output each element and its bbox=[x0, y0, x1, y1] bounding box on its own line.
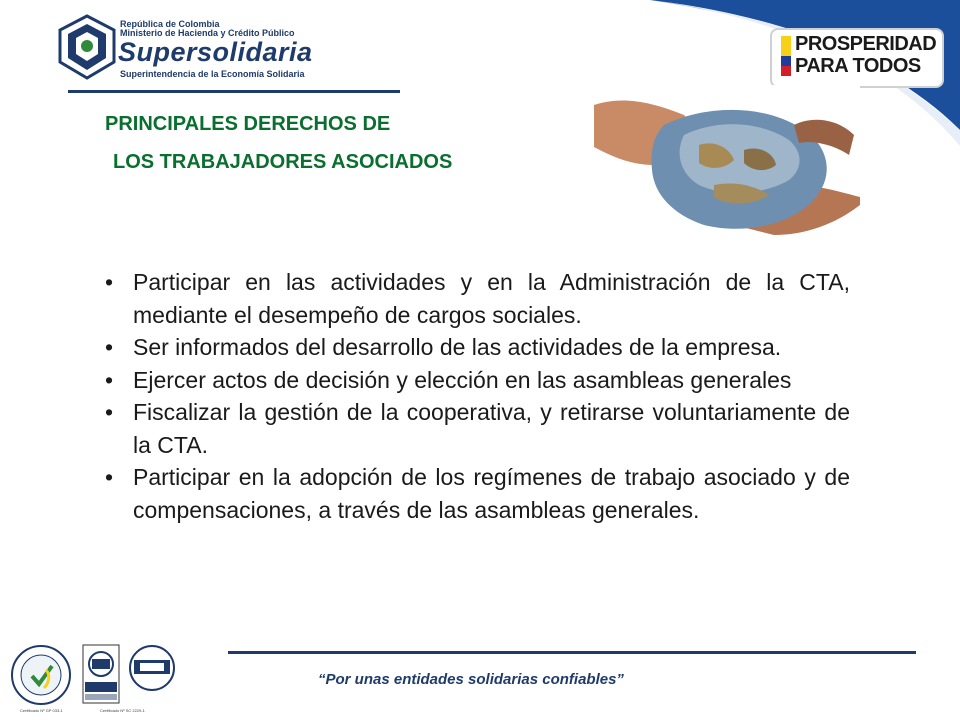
logo-brand-name: Supersolidaria bbox=[118, 37, 313, 67]
footer-slogan: “Por unas entidades solidarias confiables” bbox=[318, 671, 624, 688]
hands-world-map-image bbox=[594, 85, 860, 245]
rights-bullet-list bbox=[105, 266, 927, 526]
bullet-dot: • bbox=[105, 366, 114, 393]
bullet-dot: • bbox=[105, 464, 114, 490]
slide-title-line1: PRINCIPALES DERECHOS DE bbox=[105, 113, 391, 135]
list-item bbox=[105, 364, 850, 397]
colombia-flag-icon bbox=[781, 36, 791, 76]
badge-line2: PARA TODOS bbox=[795, 55, 921, 77]
supersolidaria-logo-icon bbox=[58, 14, 116, 80]
badge-line1: PROSPERIDAD bbox=[795, 33, 937, 55]
bullet-dot: • bbox=[105, 399, 114, 425]
cert2-caption: Certificado Nº SC 2229-1 bbox=[100, 708, 145, 713]
list-item-text: Fiscalizar la gestión de la cooperativa, y retirarse voluntariamente de la CTA. bbox=[133, 399, 850, 458]
list-item-text: Ser informados del desarrollo de las actividades de la empresa. bbox=[133, 334, 782, 360]
logo-line-ministerio: Ministerio de Hacienda y Crédito Público bbox=[120, 28, 295, 38]
list-item bbox=[105, 331, 850, 364]
list-item bbox=[105, 396, 850, 461]
header-divider bbox=[68, 90, 400, 93]
footer-divider bbox=[228, 651, 916, 654]
icontec-iso-seal-icon bbox=[82, 644, 120, 704]
list-item-text: Participar en la adopción de los regímenes de trabajo asociado y de compensaciones, a través de las asambleas generales. bbox=[133, 464, 927, 523]
list-item bbox=[105, 461, 927, 526]
list-item bbox=[105, 266, 850, 331]
iqnet-seal-icon bbox=[128, 644, 176, 700]
list-item-text: Participar en las actividades y en la Administración de la CTA, mediante el desempeño de cargos sociales. bbox=[133, 269, 850, 328]
slide-title-line2: LOS TRABAJADORES ASOCIADOS bbox=[113, 151, 453, 173]
logo-subtitle: Superintendencia de la Economía Solidaria bbox=[120, 69, 305, 79]
logo-line-republica: República de Colombia bbox=[120, 19, 220, 29]
certification-seal-icon bbox=[10, 644, 72, 706]
bullet-dot: • bbox=[105, 334, 114, 360]
cert1-caption: Certificado Nº GP 033-1 bbox=[20, 708, 63, 713]
list-item-text: Ejercer actos de decisión y elección en las asambleas generales bbox=[133, 366, 792, 393]
bullet-dot: • bbox=[105, 269, 114, 295]
